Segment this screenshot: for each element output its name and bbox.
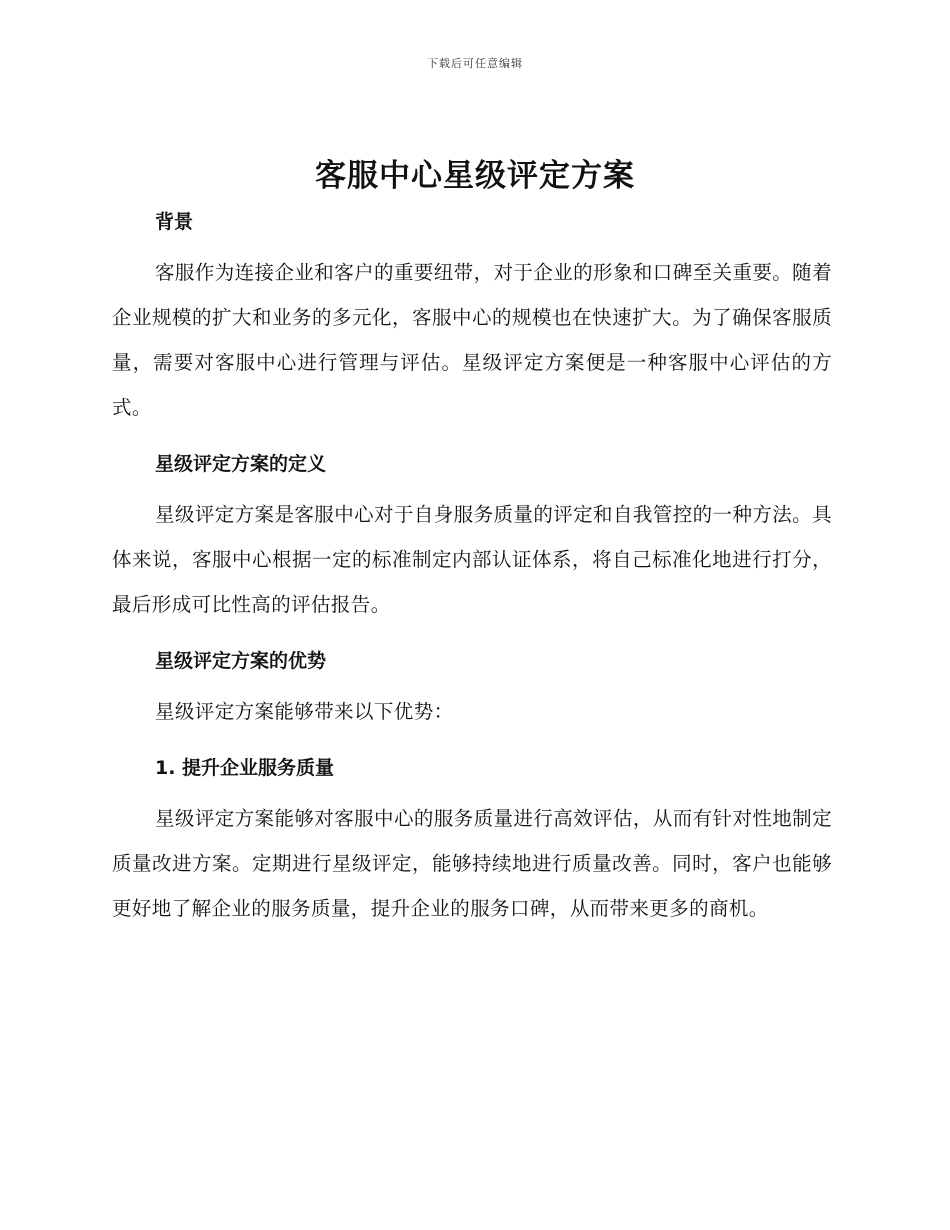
document-title: 客服中心星级评定方案 [315, 158, 635, 194]
section-paragraph-background: 客服作为连接企业和客户的重要纽带，对于企业的形象和口碑至关重要。随着企业规模的扩大和业务的多元化，客服中心的规模也在快速扩大。为了确保客服质量，需要对客服中心进行管理与评估。星级评定方案便是一种客服中心评估的方式。 [112, 261, 832, 419]
section-paragraph-definition: 星级评定方案是客服中心对于自身服务质量的评定和自我管控的一种方法。具体来说，客服中心根据一定的标准制定内部认证体系，将自己标准化地进行打分，最后形成可比性高的评估报告。 [112, 503, 832, 616]
section-heading-definition: 星级评定方案的定义 [155, 453, 327, 475]
document-body [112, 200, 832, 931]
section-paragraph-advantages: 星级评定方案能够带来以下优势： [155, 700, 454, 723]
section-heading-improve-quality: 1. 提升企业服务质量 [155, 757, 335, 779]
section-heading-advantages: 星级评定方案的优势 [155, 650, 327, 672]
page-header-note: 下载后可任意编辑 [427, 57, 523, 70]
section-heading-background: 背景 [155, 211, 194, 233]
section-paragraph-improve-quality: 星级评定方案能够对客服中心的服务质量进行高效评估，从而有针对性地制定质量改进方案。定期进行星级评定，能够持续地进行质量改善。同时，客户也能够更好地了解企业的服务质量，提升企业的服务口碑，从而带来更多的商机。 [112, 807, 832, 920]
